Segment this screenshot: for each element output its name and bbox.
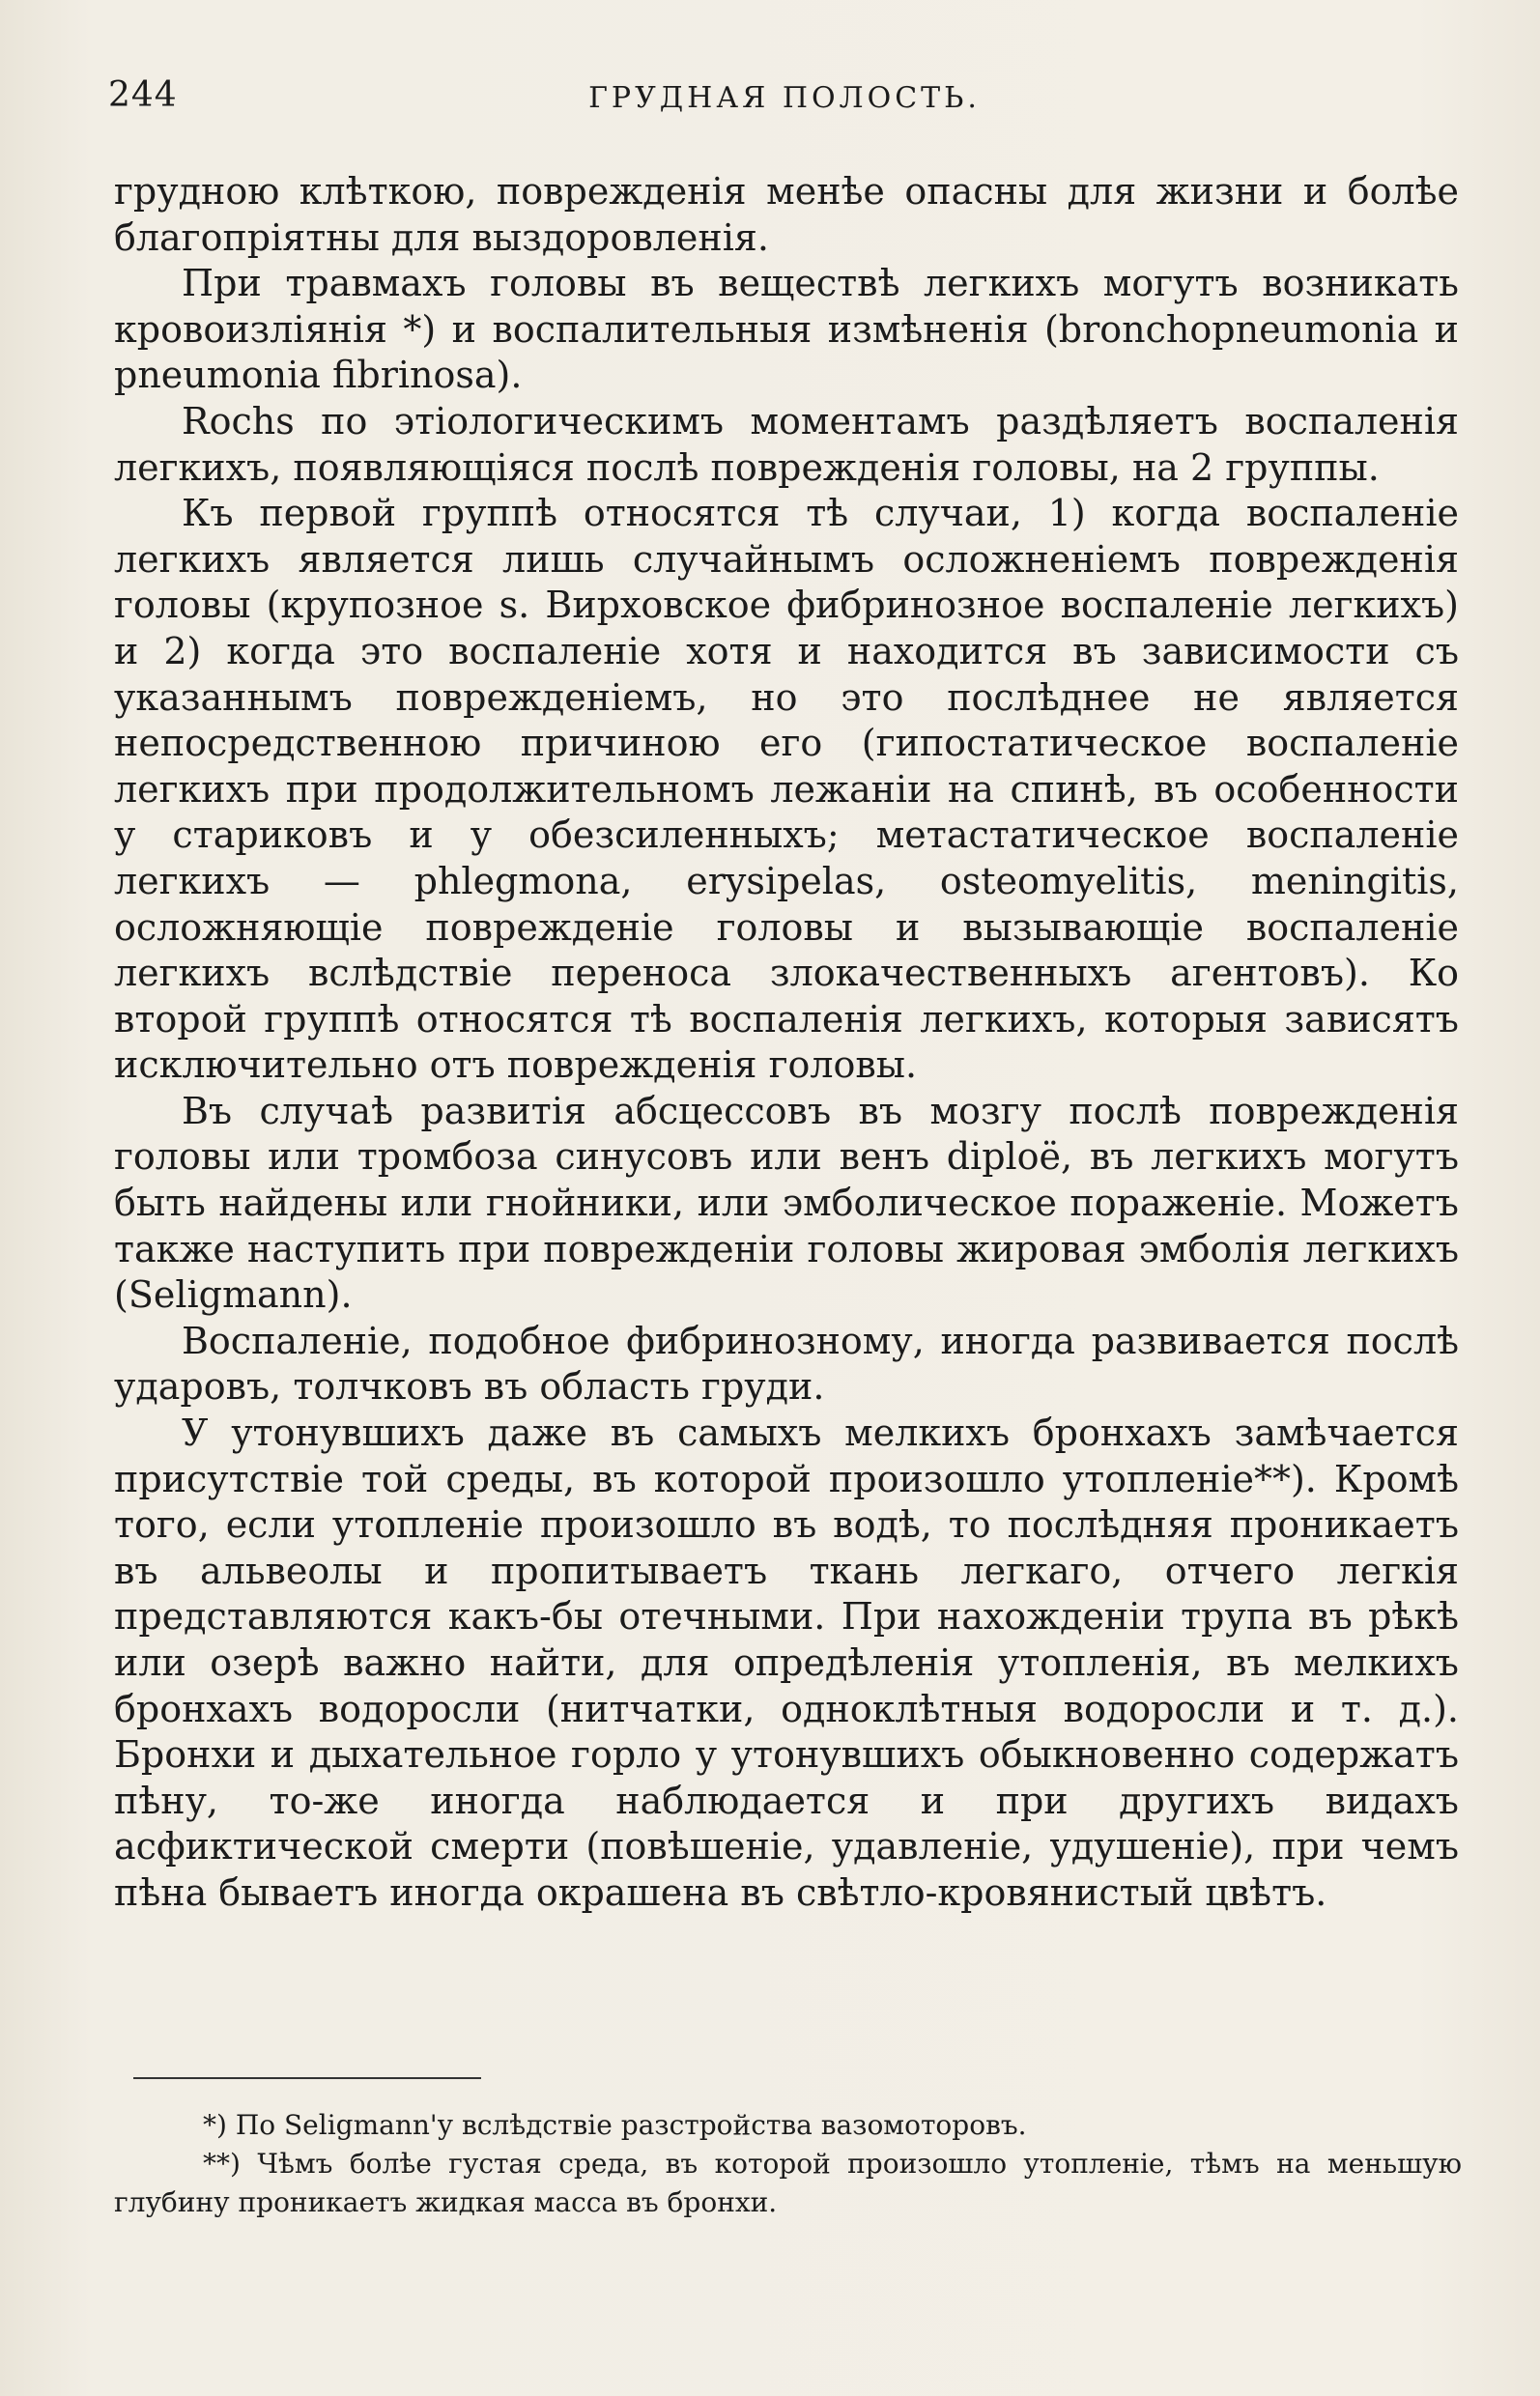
paragraph: Воспаленіе, подобное фибринозному, иногда развивается послѣ ударовъ, толчковъ въ область груди.	[114, 1319, 1459, 1409]
paragraph: Rochs по этіологическимъ моментамъ раздѣляетъ воспаленія легкихъ, появляющіяся послѣ поврежденія головы, на 2 группы.	[114, 399, 1459, 489]
paragraph: У утонувшихъ даже въ самыхъ мелкихъ бронхахъ замѣчается присутствіе той среды, въ которой произошло утопленіе**). Кромѣ того, если утопленіе произошло въ водѣ, то послѣдняя проникаетъ въ альвеолы и пропитываетъ ткань легкаго, отчего легкія представляются какъ-бы отечными. При нахожденіи трупа въ рѣкѣ или озерѣ важно найти, для опредѣленія утопленія, въ мелкихъ бронхахъ водоросли (нитчатки, одноклѣтныя водоросли и т. д.). Бронхи и дыхательное горло у утонувшихъ обыкновенно содержатъ пѣну, то-же иногда наблюдается и при другихъ видахъ асфиктической смерти (повѣшеніе, удавленіе, удушеніе), при чемъ пѣна бываетъ иногда окрашена въ свѣтло-кровянистый цвѣтъ.	[114, 1412, 1459, 1914]
paragraph-continuation: грудною клѣткою, поврежденія менѣе опасны для жизни и болѣе благопріятны для выздоровленія.	[114, 170, 1459, 259]
footnote: **) Чѣмъ болѣе густая среда, въ которой произошло утопленіе, тѣмъ на меньшую глубину проникаетъ жидкая масса въ бронхи.	[114, 2148, 1462, 2218]
footnotes	[114, 2106, 1462, 2222]
paragraph: Въ случаѣ развитія абсцессовъ въ мозгу послѣ поврежденія головы или тромбоза синусовъ или венъ diploë, въ легкихъ могутъ быть найдены или гнойники, или эмболическое пораженіе. Можетъ также наступить при поврежденіи головы жировая эмболія легкихъ (Seligmann).	[114, 1089, 1459, 1317]
running-title: ГРУДНАЯ ПОЛОСТЬ.	[588, 81, 981, 115]
page-number: 244	[108, 75, 178, 115]
footnote: *) По Seligmann'у вслѣдствіе разстройства вазомоторовъ.	[203, 2109, 1027, 2141]
footnote-divider	[133, 2077, 481, 2079]
page-header	[108, 75, 1461, 124]
paragraph: Къ первой группѣ относятся тѣ случаи, 1) когда воспаленіе легкихъ является лишь случайнымъ осложненіемъ поврежденія головы (крупозное s. Вирховское фибринозное воспаленіе легкихъ) и 2) когда это воспаленіе хотя и находится въ зависимости съ указаннымъ поврежденіемъ, но это послѣднее не является непосредственною причиною его (гипостатическое воспаленіе легкихъ при продолжительномъ лежаніи на спинѣ, въ особенности у стариковъ и у обезсиленныхъ; метастатическое воспаленіе легкихъ — phlegmona, erysipelas, osteomyelitis, meningitis, осложняющіе поврежденіе головы и вызывающіе воспаленіе легкихъ вслѣдствіе переноса злокачественныхъ агентовъ). Ко второй группѣ относятся тѣ воспаленія легкихъ, которыя зависятъ исключительно отъ поврежденія головы.	[114, 492, 1459, 1087]
paragraph: При травмахъ головы въ веществѣ легкихъ могутъ возникать кровоизліянія *) и воспалительныя измѣненія (bronchopneumonia и pneumonia fibrinosa).	[114, 262, 1459, 397]
body-text	[114, 169, 1459, 1917]
